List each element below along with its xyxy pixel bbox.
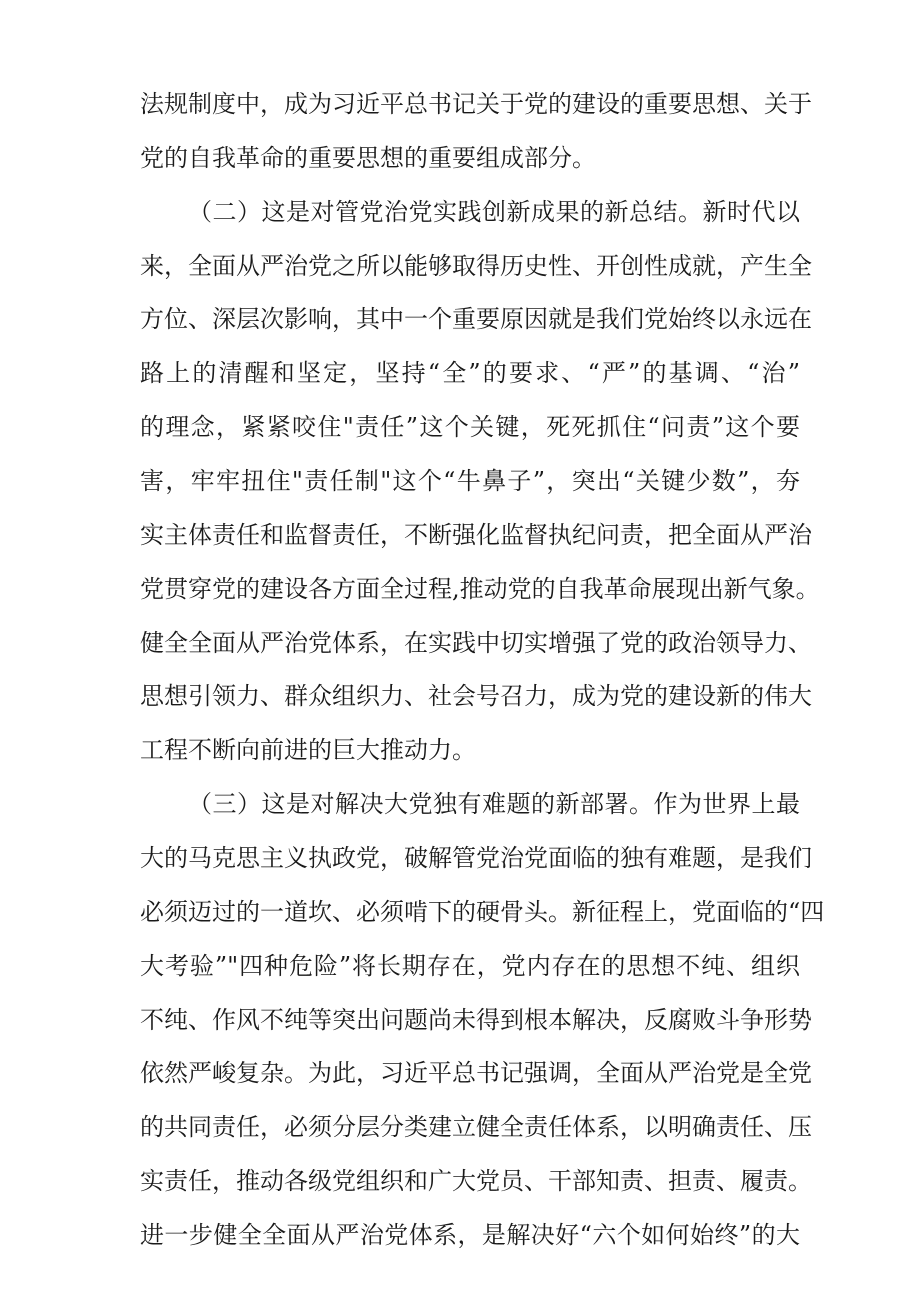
- text-line: 党的自我革命的重要思想的重要组成部分。: [140, 144, 596, 172]
- text-line: 健全全面从严治党体系，在实践中切实增强了党的政治领导力、: [140, 629, 812, 657]
- text-line: 必须迈过的一道坎、必须啃下的硬骨头。新征程上，党面临的“四: [140, 898, 825, 926]
- text-line: 工程不断向前进的巨大推动力。: [140, 736, 476, 764]
- text-line: 的理念，紧紧咬住"责任”这个关键，死死抓住“问责”这个要: [140, 413, 800, 441]
- text-line: 路上的清醒和坚定，坚持“全”的要求、“严”的基调、“治”: [140, 359, 800, 387]
- section-heading-line: （三）这是对解决大党独有难题的新部署。作为世界上最: [188, 790, 800, 818]
- text-line: 思想引领力、群众组织力、社会号召力，成为党的建设新的伟大: [140, 682, 812, 710]
- text-line: 实主体责任和监督责任，不断强化监督执纪问责，把全面从严治: [140, 521, 812, 549]
- text-line: 党贯穿党的建设各方面全过程,推动党的自我革命展现出新气象。: [140, 575, 820, 603]
- text-line: 不纯、作风不纯等突出问题尚未得到根本解决，反腐败斗争形势: [140, 1006, 812, 1034]
- text-line: 方位、深层次影响，其中一个重要原因就是我们党始终以永远在: [140, 305, 812, 333]
- text-line: 大的马克思主义执政党，破解管党治党面临的独有难题，是我们: [140, 844, 812, 872]
- text-line: 实责任，推动各级党组织和广大党员、干部知责、担责、履责。: [140, 1167, 812, 1195]
- text-line: 来，全面从严治党之所以能够取得历史性、开创性成就，产生全: [140, 252, 812, 280]
- text-line: 的共同责任，必须分层分类建立健全责任体系，以明确责任、压: [140, 1113, 812, 1141]
- text-line: 依然严峻复杂。为此，习近平总书记强调，全面从严治党是全党: [140, 1059, 812, 1087]
- text-line: 进一步健全全面从严治党体系，是解决好“六个如何始终”的大: [140, 1221, 800, 1249]
- section-heading-line: （二）这是对管党治党实践创新成果的新总结。新时代以: [188, 198, 800, 226]
- text-line: 法规制度中，成为习近平总书记关于党的建设的重要思想、关于: [140, 90, 812, 118]
- text-line: 害，牢牢扭住"责任制"这个“牛鼻子”，突出“关键少数”，夯: [140, 467, 800, 495]
- text-line: 大考验”"四种危险”将长期存在，党内存在的思想不纯、组织: [140, 952, 800, 980]
